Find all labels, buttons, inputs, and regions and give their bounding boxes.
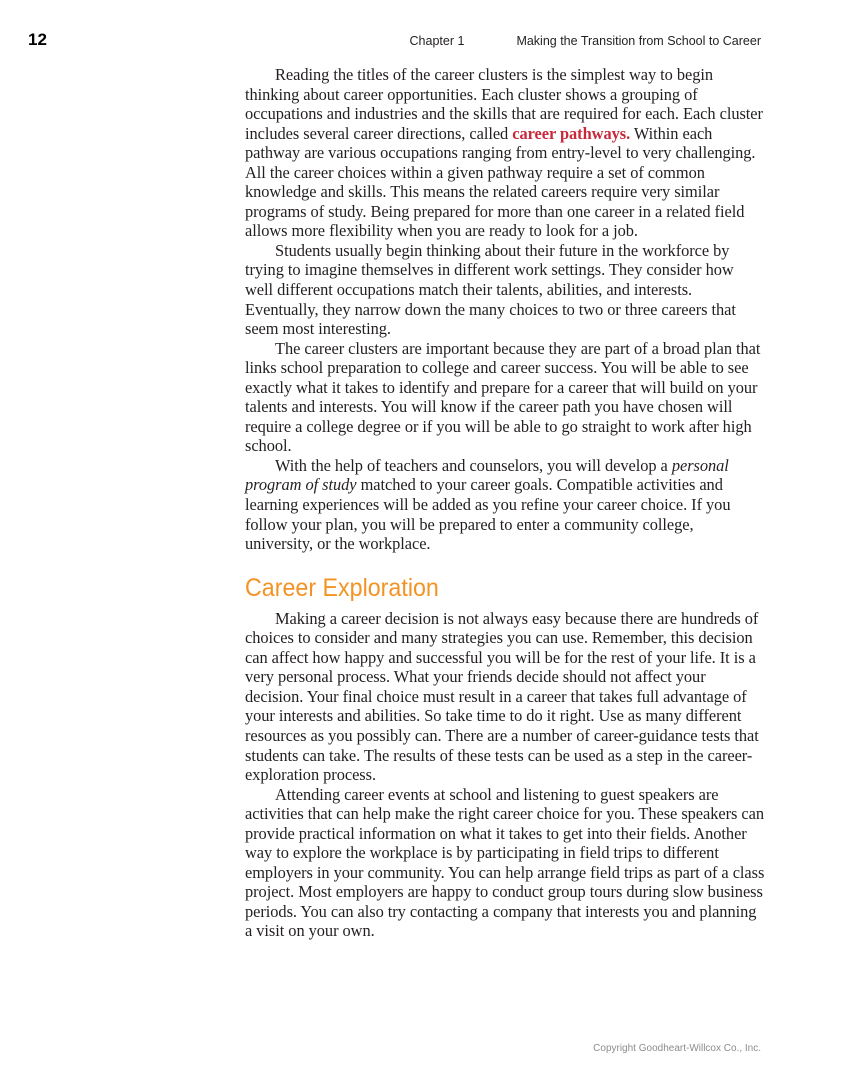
chapter-title: Making the Transition from School to Career: [516, 34, 761, 48]
paragraph-text: With the help of teachers and counselors, you will develop a: [275, 455, 672, 475]
italic-term: personal program of study: [245, 455, 729, 495]
paragraph: Making a career decision is not always easy because there are hundreds of choices to consider and many strategies you can use. Remember, this decision can affect how happy and successful you will be for the rest of your life. It is a very personal process. What your friends decide should not affect your decision. Your final choice must result in a career that takes full advantage of your interests and abilities. So take time to do it right. Use as many different resources as you possibly can. There are a number of career-guidance tests that students can take. The results of these tests can be used as a step in the career-exploration process.: [245, 608, 759, 785]
copyright-notice: Copyright Goodheart-Willcox Co., Inc.: [593, 1043, 761, 1054]
running-head: [410, 34, 761, 48]
main-content: [245, 65, 765, 941]
paragraph: Attending career events at school and listening to guest speakers are activities that can help make the right career choice for you. These speakers can provide practical information on what it takes to get into their fields. Another way to explore the workplace is by participating in field trips to different employers in your community. You can help arrange field trips as part of a class project. Most employers are happy to conduct group tours during slow business periods. You can also try contacting a company that interests you and planning a visit on your own.: [245, 784, 765, 941]
chapter-label: Chapter 1: [409, 34, 465, 48]
section-heading: Career Exploration: [245, 573, 439, 602]
paragraph: The career clusters are important because they are part of a broad plan that links school preparation to college and career success. You will be able to see exactly what it takes to identify and prepare for a career that will build on your talents and interests. You will know if the career path you have chosen will require a college degree or if you will be able to go straight to work after high school.: [245, 338, 761, 456]
paragraph: Students usually begin thinking about their future in the workforce by trying to imagine themselves in different work settings. They consider how well different occupations match their talents, abilities, and interests. Eventually, they narrow down the many choices to two or three careers that seem most interesting.: [245, 240, 736, 339]
paragraph-text: Reading the titles of the career clusters is the simplest way to begin thinking about career opportunities. Each cluster shows a grouping of occupations and industries and the skills that are required for each. Each cluster includes several career directions, called: [245, 65, 763, 143]
paragraph: [245, 456, 765, 554]
paragraph-text: Within each pathway are various occupations ranging from entry-level to very challenging. All the career choices within a given pathway require a set of common knowledge and skills. This means the related careers require very similar programs of study. Being prepared for more than one career in a related field allows more flexibility when you are ready to look for a job.: [245, 123, 756, 241]
page-number: 12: [28, 30, 47, 49]
paragraph-text: matched to your career goals. Compatible activities and learning experiences will be added as you refine your career choice. If you follow your plan, you will be prepared to enter a community college, university, or the workplace.: [245, 475, 731, 554]
key-term: career pathways.: [512, 123, 631, 143]
paragraph: [245, 65, 765, 241]
